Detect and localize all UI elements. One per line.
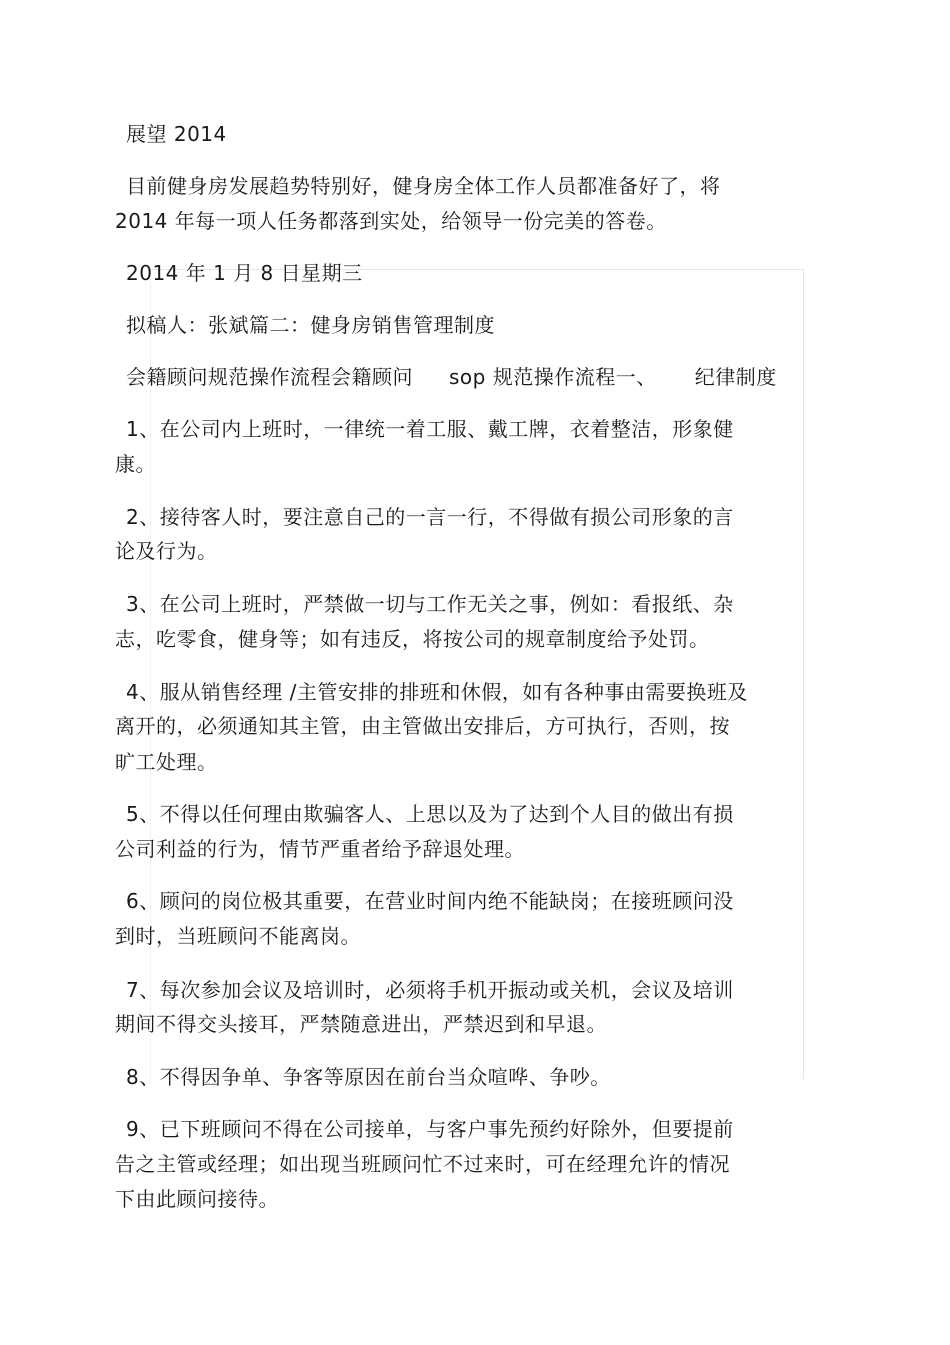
- rule-item-7-line-1: 7、每次参加会议及培训时，必须将手机开振动或关机，会议及培训: [126, 978, 734, 1002]
- rule-item-2-line-1: 2、接待客人时，要注意自己的一言一行，不得做有损公司形象的言: [126, 505, 734, 529]
- subtitle-line: [126, 367, 777, 387]
- rule-item-5-line-1: 5、不得以任何理由欺骗客人、上思以及为了达到个人目的做出有损: [126, 802, 734, 826]
- frame-line-left: [150, 269, 151, 1079]
- rule-item-5-line-2: 公司利益的行为，情节严重者给予辞退处理。: [115, 837, 525, 861]
- rule-item-4-line-3: 旷工处理。: [115, 750, 218, 774]
- subtitle-part-1: 会籍顾问规范操作流程会籍顾问: [126, 365, 413, 389]
- rule-item-6-line-1: 6、顾问的岗位极其重要，在营业时间内绝不能缺岗；在接班顾问没: [126, 889, 734, 913]
- rule-item-2-line-2: 论及行为。: [115, 539, 218, 563]
- rule-item-4-line-2: 离开的，必须通知其主管，由主管做出安排后，方可执行，否则，按: [115, 714, 730, 738]
- drafter-line: 拟稿人：张斌篇二：健身房销售管理制度: [126, 313, 495, 337]
- rule-item-1-line-1: 1、在公司内上班时，一律统一着工服、戴工牌，衣着整洁，形象健: [126, 417, 734, 441]
- rule-item-9-line-3: 下由此顾问接待。: [115, 1187, 279, 1211]
- subtitle-part-2: sop 规范操作流程一、: [449, 365, 657, 389]
- intro-line-1: 目前健身房发展趋势特别好，健身房全体工作人员都准备好了，将: [126, 174, 721, 198]
- rule-item-9-line-2: 告之主管或经理；如出现当班顾问忙不过来时，可在经理允许的情况: [115, 1152, 730, 1176]
- rule-item-3-line-1: 3、在公司上班时，严禁做一切与工作无关之事，例如：看报纸、杂: [126, 592, 734, 616]
- rule-item-4-line-1: 4、服从销售经理 /主管安排的排班和休假，如有各种事由需要换班及: [126, 680, 748, 704]
- rule-item-3-line-2: 志，吃零食，健身等；如有违反，将按公司的规章制度给予处罚。: [115, 627, 710, 651]
- heading: 展望 2014: [126, 122, 227, 146]
- rule-item-9-line-1: 9、已下班顾问不得在公司接单，与客户事先预约好除外，但要提前: [126, 1117, 734, 1141]
- rule-item-7-line-2: 期间不得交头接耳，严禁随意进出，严禁迟到和早退。: [115, 1012, 607, 1036]
- rule-item-6-line-2: 到时，当班顾问不能离岗。: [115, 924, 361, 948]
- frame-line-right: [803, 269, 804, 1079]
- subtitle-part-3: 纪律制度: [694, 365, 777, 389]
- intro-line-2: 2014 年每一项人任务都落到实处，给领导一份完美的答卷。: [115, 209, 667, 233]
- date-line: 2014 年 1 月 8 日星期三: [126, 261, 363, 285]
- rule-item-1-line-2: 康。: [115, 452, 156, 476]
- rule-item-8-line-1: 8、不得因争单、争客等原因在前台当众喧哗、争吵。: [126, 1065, 611, 1089]
